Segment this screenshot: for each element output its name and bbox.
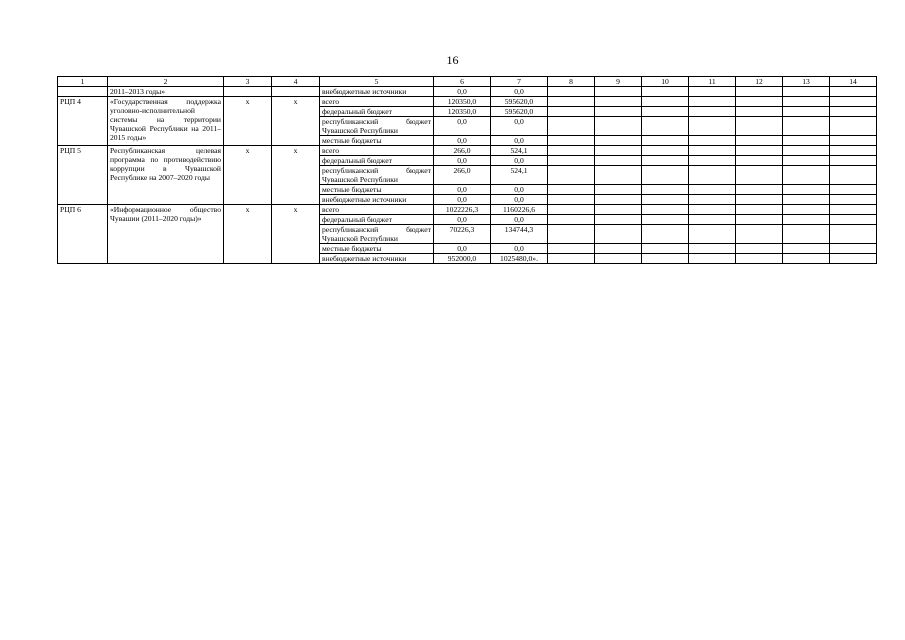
empty-col11-cell [689,87,736,97]
empty-col10-cell [642,97,689,107]
empty-col10-cell [642,87,689,97]
empty-col8-cell [548,254,595,264]
empty-col8-cell [548,215,595,225]
empty-col10-cell [642,225,689,244]
funding-source-cell: всего [320,146,434,156]
empty-col11-cell [689,117,736,136]
value-col7-cell: 0,0 [491,156,548,166]
empty-col12-cell [736,195,783,205]
empty-col10-cell [642,146,689,156]
empty-col9-cell [595,215,642,225]
empty-col10-cell [642,156,689,166]
empty-col8-cell [548,117,595,136]
empty-col11-cell [689,107,736,117]
column-number-4: 4 [272,77,320,87]
funding-source-cell: местные бюджеты [320,244,434,254]
column-4-cell: x [272,205,320,264]
program-code-cell [58,87,108,97]
empty-col9-cell [595,117,642,136]
empty-col12-cell [736,146,783,156]
empty-col8-cell [548,97,595,107]
value-col7-cell: 595620,0 [491,107,548,117]
empty-col13-cell [783,215,830,225]
empty-col9-cell [595,166,642,185]
empty-col8-cell [548,205,595,215]
empty-col13-cell [783,254,830,264]
empty-col10-cell [642,205,689,215]
empty-col13-cell [783,97,830,107]
value-col6-cell: 266,0 [434,146,491,156]
empty-col13-cell [783,244,830,254]
empty-col8-cell [548,136,595,146]
program-name-cell: 2011–2013 годы» [108,87,224,97]
empty-col14-cell [830,146,877,156]
funding-source-cell: внебюджетные источники [320,254,434,264]
empty-col11-cell [689,225,736,244]
value-col6-cell: 120350,0 [434,97,491,107]
value-col6-cell: 0,0 [434,117,491,136]
empty-col13-cell [783,205,830,215]
empty-col14-cell [830,225,877,244]
empty-col11-cell [689,156,736,166]
program-name-cell: «Информационное общество Чувашии (2011–2020 годы)» [108,205,224,264]
empty-col14-cell [830,87,877,97]
empty-col9-cell [595,156,642,166]
empty-col14-cell [830,117,877,136]
table-row [58,87,877,97]
empty-col11-cell [689,244,736,254]
value-col7-cell: 1160226,6 [491,205,548,215]
empty-col9-cell [595,136,642,146]
funding-source-cell: внебюджетные источники [320,195,434,205]
empty-col10-cell [642,107,689,117]
empty-col13-cell [783,195,830,205]
column-number-6: 6 [434,77,491,87]
empty-col12-cell [736,185,783,195]
empty-col12-cell [736,87,783,97]
empty-col13-cell [783,136,830,146]
empty-col11-cell [689,254,736,264]
empty-col8-cell [548,146,595,156]
empty-col12-cell [736,254,783,264]
value-col7-cell: 0,0 [491,117,548,136]
value-col6-cell: 0,0 [434,195,491,205]
empty-col13-cell [783,185,830,195]
value-col6-cell: 952000,0 [434,254,491,264]
empty-col12-cell [736,215,783,225]
column-number-7: 7 [491,77,548,87]
column-number-10: 10 [642,77,689,87]
column-3-cell: x [224,205,272,264]
value-col6-cell: 0,0 [434,156,491,166]
empty-col11-cell [689,97,736,107]
empty-col12-cell [736,244,783,254]
value-col7-cell: 0,0 [491,136,548,146]
table-row [58,205,877,215]
value-col6-cell: 0,0 [434,244,491,254]
empty-col14-cell [830,97,877,107]
empty-col10-cell [642,185,689,195]
column-number-8: 8 [548,77,595,87]
empty-col9-cell [595,185,642,195]
empty-col10-cell [642,244,689,254]
column-number-1: 1 [58,77,108,87]
value-col6-cell: 0,0 [434,136,491,146]
program-name-cell: «Государственная поддержка уголовно-исполнительной системы на территории Чувашской Республики на 2011–2015 годы» [108,97,224,146]
value-col7-cell: 595620,0 [491,97,548,107]
empty-col11-cell [689,195,736,205]
empty-col10-cell [642,215,689,225]
value-col7-cell: 0,0 [491,215,548,225]
empty-col13-cell [783,117,830,136]
table-row [58,146,877,156]
empty-col8-cell [548,166,595,185]
empty-col10-cell [642,195,689,205]
empty-col9-cell [595,254,642,264]
empty-col9-cell [595,225,642,244]
empty-col12-cell [736,205,783,215]
empty-col13-cell [783,146,830,156]
empty-col14-cell [830,166,877,185]
empty-col13-cell [783,156,830,166]
value-col7-cell: 0,0 [491,244,548,254]
empty-col8-cell [548,185,595,195]
column-number-9: 9 [595,77,642,87]
empty-col9-cell [595,107,642,117]
empty-col12-cell [736,136,783,146]
empty-col10-cell [642,117,689,136]
empty-col14-cell [830,156,877,166]
program-code-cell: РЦП 5 [58,146,108,205]
column-number-12: 12 [736,77,783,87]
value-col6-cell: 0,0 [434,185,491,195]
value-col7-cell: 134744,3 [491,225,548,244]
empty-col8-cell [548,156,595,166]
empty-col10-cell [642,166,689,185]
funding-source-cell: республиканский бюджет Чувашской Республики [320,166,434,185]
empty-col12-cell [736,107,783,117]
empty-col9-cell [595,244,642,254]
empty-col14-cell [830,244,877,254]
funding-source-cell: республиканский бюджет Чувашской Республики [320,225,434,244]
empty-col11-cell [689,215,736,225]
header-row [58,77,877,87]
column-4-cell: x [272,97,320,146]
funding-source-cell: всего [320,97,434,107]
empty-col13-cell [783,107,830,117]
value-col6-cell: 0,0 [434,87,491,97]
empty-col12-cell [736,166,783,185]
value-col6-cell: 266,0 [434,166,491,185]
empty-col14-cell [830,195,877,205]
empty-col14-cell [830,185,877,195]
empty-col14-cell [830,205,877,215]
empty-col12-cell [736,97,783,107]
empty-col14-cell [830,254,877,264]
empty-col13-cell [783,87,830,97]
empty-col13-cell [783,166,830,185]
funding-source-cell: местные бюджеты [320,185,434,195]
empty-col8-cell [548,244,595,254]
funding-source-cell: всего [320,205,434,215]
empty-col9-cell [595,87,642,97]
program-code-cell: РЦП 4 [58,97,108,146]
empty-col12-cell [736,117,783,136]
value-col6-cell: 1022226,3 [434,205,491,215]
value-col7-cell: 0,0 [491,87,548,97]
column-3-cell [224,87,272,97]
page-number: 16 [446,53,459,67]
value-col6-cell: 70226,3 [434,225,491,244]
empty-col11-cell [689,185,736,195]
empty-col11-cell [689,166,736,185]
empty-col12-cell [736,156,783,166]
funding-source-cell: федеральный бюджет [320,156,434,166]
empty-col14-cell [830,136,877,146]
empty-col9-cell [595,146,642,156]
funding-source-cell: местные бюджеты [320,136,434,146]
empty-col13-cell [783,225,830,244]
column-number-14: 14 [830,77,877,87]
empty-col10-cell [642,136,689,146]
value-col7-cell: 1025480,0». [491,254,548,264]
column-3-cell: x [224,97,272,146]
empty-col8-cell [548,225,595,244]
empty-col9-cell [595,205,642,215]
program-code-cell: РЦП 6 [58,205,108,264]
funding-source-cell: республиканский бюджет Чувашской Республики [320,117,434,136]
column-number-3: 3 [224,77,272,87]
funding-source-cell: внебюджетные источники [320,87,434,97]
empty-col14-cell [830,107,877,117]
program-name-cell: Республиканская целевая программа по противодействию коррупции в Чувашской Республике на 2007–2020 годы [108,146,224,205]
column-number-2: 2 [108,77,224,87]
empty-col8-cell [548,107,595,117]
empty-col11-cell [689,136,736,146]
empty-col8-cell [548,195,595,205]
value-col7-cell: 524,1 [491,146,548,156]
funding-source-cell: федеральный бюджет [320,215,434,225]
empty-col9-cell [595,97,642,107]
empty-col8-cell [548,87,595,97]
value-col7-cell: 524,1 [491,166,548,185]
empty-col11-cell [689,146,736,156]
value-col7-cell: 0,0 [491,195,548,205]
value-col6-cell: 120350,0 [434,107,491,117]
column-number-11: 11 [689,77,736,87]
empty-col12-cell [736,225,783,244]
table-row [58,97,877,107]
column-number-13: 13 [783,77,830,87]
empty-col14-cell [830,215,877,225]
empty-col10-cell [642,254,689,264]
column-3-cell: x [224,146,272,205]
funding-table [57,76,877,264]
value-col6-cell: 0,0 [434,215,491,225]
column-4-cell: x [272,146,320,205]
column-4-cell [272,87,320,97]
value-col7-cell: 0,0 [491,185,548,195]
empty-col11-cell [689,205,736,215]
funding-source-cell: федеральный бюджет [320,107,434,117]
column-number-5: 5 [320,77,434,87]
empty-col9-cell [595,195,642,205]
